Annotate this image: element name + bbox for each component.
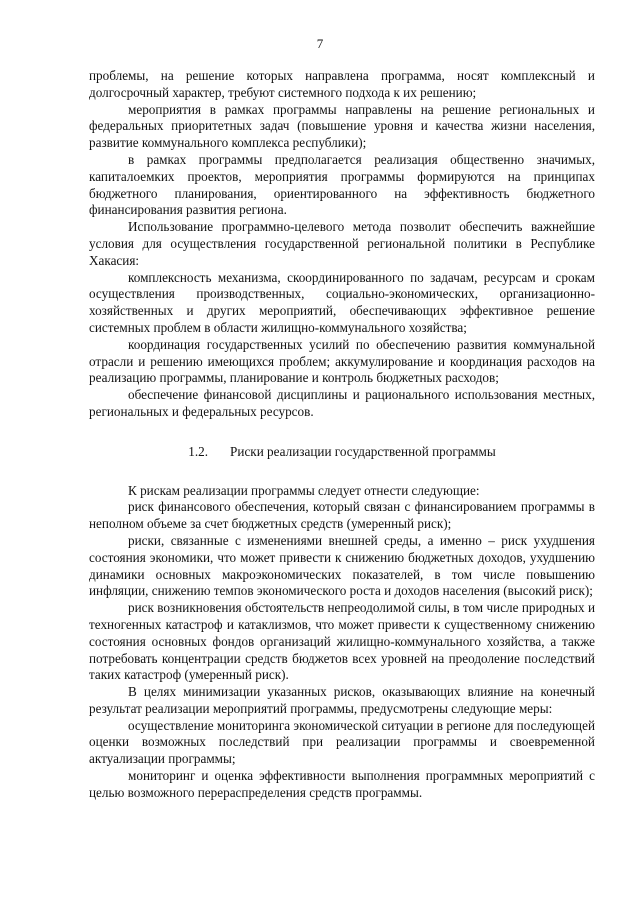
paragraph: мероприятия в рамках программы направлены на решение региональных и федеральных приоритетных задач (повышение уровня и качества жизни населения, развитие коммунального комплекса республики); [89, 101, 595, 151]
paragraph: Использование программно-целевого метода позволит обеспечить важнейшие условия для осуществления государственной региональной политики в Республике Хакасия: [89, 219, 595, 268]
paragraph: проблемы, на решение которых направлена программа, носят комплексный и долгосрочный характер, требуют системного подхода к их решению; [89, 68, 595, 100]
paragraph: К рискам реализации программы следует отнести следующие: [128, 482, 480, 498]
paragraph: координация государственных усилий по обеспечению развития коммунальной отрасли и решению имеющихся проблем; аккумулирование и координация расходов на реализацию программы, планирование и контроль бюджетных расходов; [89, 336, 595, 386]
document-body [89, 68, 595, 802]
paragraph: риск возникновения обстоятельств непреодолимой силы, в том числе природных и техногенных катастроф и катаклизмов, что может привести к существенному снижению состояния основных фондов организаций жилищно-коммунального хозяйства, а также потребовать концентрации средств бюджетов всех уровней на преодоление последствий таких катастроф (умеренный риск). [89, 600, 595, 683]
paragraph: риски, связанные с изменениями внешней среды, а именно – риск ухудшения состояния экономики, что может привести к снижению бюджетных доходов, ухудшению динамики основных макроэкономических показателей, в том числе повышению инфляции, снижению темпов экономического роста и доходов населения (высокий риск); [89, 532, 595, 599]
paragraph: осуществление мониторинга экономической ситуации в регионе для последующей оценки возможных последствий при реализации программы и своевременной актуализации программы; [89, 717, 595, 767]
section-title: Риски реализации государственной программы [230, 443, 496, 459]
paragraph: риск финансового обеспечения, который связан с финансированием программы в неполном объеме за счет бюджетных средств (умеренный риск); [89, 499, 595, 532]
paragraph: комплексность механизма, скоординированного по задачам, ресурсам и срокам осуществления производственных, социально-экономических, организационно-хозяйственных и других мероприятий, обеспечивающих эффективное решение системных проблем в области жилищно-коммунального хозяйства; [89, 269, 595, 335]
section-number: 1.2. [188, 443, 209, 459]
paragraph: обеспечение финансовой дисциплины и рационального использования местных, региональных и федеральных ресурсов. [89, 387, 595, 419]
paragraph: мониторинг и оценка эффективности выполнения программных мероприятий с целью возможного перераспределения средств программы. [89, 768, 595, 800]
paragraph: В целях минимизации указанных рисков, оказывающих влияние на конечный результат реализации мероприятий программы, предусмотрены следующие меры: [89, 684, 595, 716]
section-heading [89, 444, 595, 461]
page-number: 7 [316, 36, 324, 51]
paragraph: в рамках программы предполагается реализация общественно значимых, капиталоемких проектов, мероприятия программы формируются на принципах бюджетного планирования, ориентированного на эффективность бюджетного финансирования развития региона. [89, 151, 595, 218]
